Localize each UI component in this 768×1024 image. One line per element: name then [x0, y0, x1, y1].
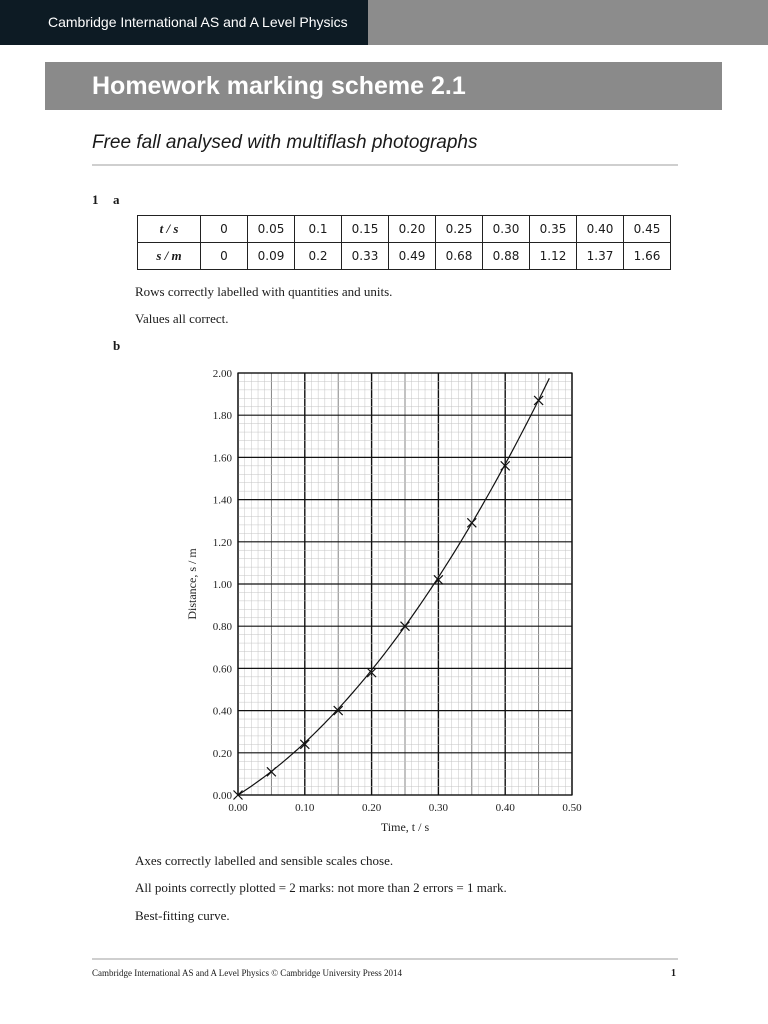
- question-part-b: b: [113, 338, 121, 353]
- brand-label: Cambridge International AS and A Level Physics: [0, 0, 368, 45]
- table-row-label: s / m: [138, 243, 201, 270]
- table-cell: 1.37: [577, 243, 624, 270]
- marking-note: Values all correct.: [135, 311, 229, 326]
- table-cell: 0.49: [389, 243, 436, 270]
- table-cell: 0.15: [342, 216, 389, 243]
- table-cell: 1.66: [624, 243, 671, 270]
- x-tick-label: 0.20: [361, 802, 382, 814]
- table-cell: 0.2: [295, 243, 342, 270]
- footer-copyright: Cambridge International AS and A Level Physics © Cambridge University Press 2014: [92, 968, 403, 978]
- table-cell: 0.05: [248, 216, 295, 243]
- table-cell: 1.12: [530, 243, 577, 270]
- table-row: [138, 243, 671, 270]
- x-tick-label: 0.30: [428, 802, 449, 814]
- table-cell: 0.20: [389, 216, 436, 243]
- table-row-label: t / s: [138, 216, 201, 243]
- table-cell: 0.25: [436, 216, 483, 243]
- footer-divider: [92, 958, 678, 960]
- y-tick-label: 1.60: [212, 452, 232, 465]
- y-axis-label: Distance, s / m: [185, 548, 199, 620]
- x-tick-label: 0.50: [562, 802, 582, 814]
- y-tick-label: 0.40: [212, 705, 232, 718]
- table-cell: 0.30: [483, 216, 530, 243]
- marking-note: Axes correctly labelled and sensible scales chose.: [135, 853, 394, 868]
- table-cell: 0: [201, 243, 248, 270]
- page-number: 1: [671, 968, 676, 979]
- y-tick-label: 0.00: [212, 790, 232, 802]
- table-cell: 0.40: [577, 216, 624, 243]
- x-tick-label: 0.00: [228, 802, 248, 814]
- y-tick-label: 1.40: [212, 494, 232, 507]
- y-tick-label: 0.60: [212, 663, 232, 676]
- x-axis-label: Time, t / s: [380, 820, 430, 834]
- table-cell: 0.1: [295, 216, 342, 243]
- y-tick-label: 0.80: [212, 621, 232, 634]
- table-cell: 0.68: [436, 243, 483, 270]
- table-cell: 0.35: [530, 216, 577, 243]
- y-tick-label: 1.00: [212, 579, 232, 591]
- top-bar: [0, 0, 768, 45]
- table-cell: 0.09: [248, 243, 295, 270]
- table-cell: 0.33: [342, 243, 389, 270]
- marking-note: Rows correctly labelled with quantities and units.: [135, 284, 393, 299]
- question-part-a: a: [113, 192, 120, 207]
- y-tick-label: 2.00: [212, 368, 232, 380]
- data-table: [137, 215, 671, 270]
- y-tick-label: 0.20: [212, 747, 232, 760]
- y-tick-label: 1.20: [212, 536, 232, 549]
- table-cell: 0.88: [483, 243, 530, 270]
- distance-time-graph: [180, 360, 600, 840]
- marking-note: All points correctly plotted = 2 marks: not more than 2 errors = 1 mark.: [135, 880, 507, 895]
- page-title: Homework marking scheme 2.1: [45, 62, 722, 110]
- y-tick-label: 1.80: [212, 410, 232, 423]
- top-bar-accent: [368, 0, 768, 45]
- x-tick-label: 0.10: [295, 802, 315, 814]
- marking-note: Best-fitting curve.: [135, 908, 230, 923]
- subtitle-divider: [92, 164, 678, 166]
- page-subtitle: Free fall analysed with multiflash photographs: [92, 132, 478, 153]
- table-cell: 0.45: [624, 216, 671, 243]
- table-row: [138, 216, 671, 243]
- x-tick-label: 0.40: [495, 802, 515, 814]
- question-number: 1: [92, 192, 99, 207]
- table-cell: 0: [201, 216, 248, 243]
